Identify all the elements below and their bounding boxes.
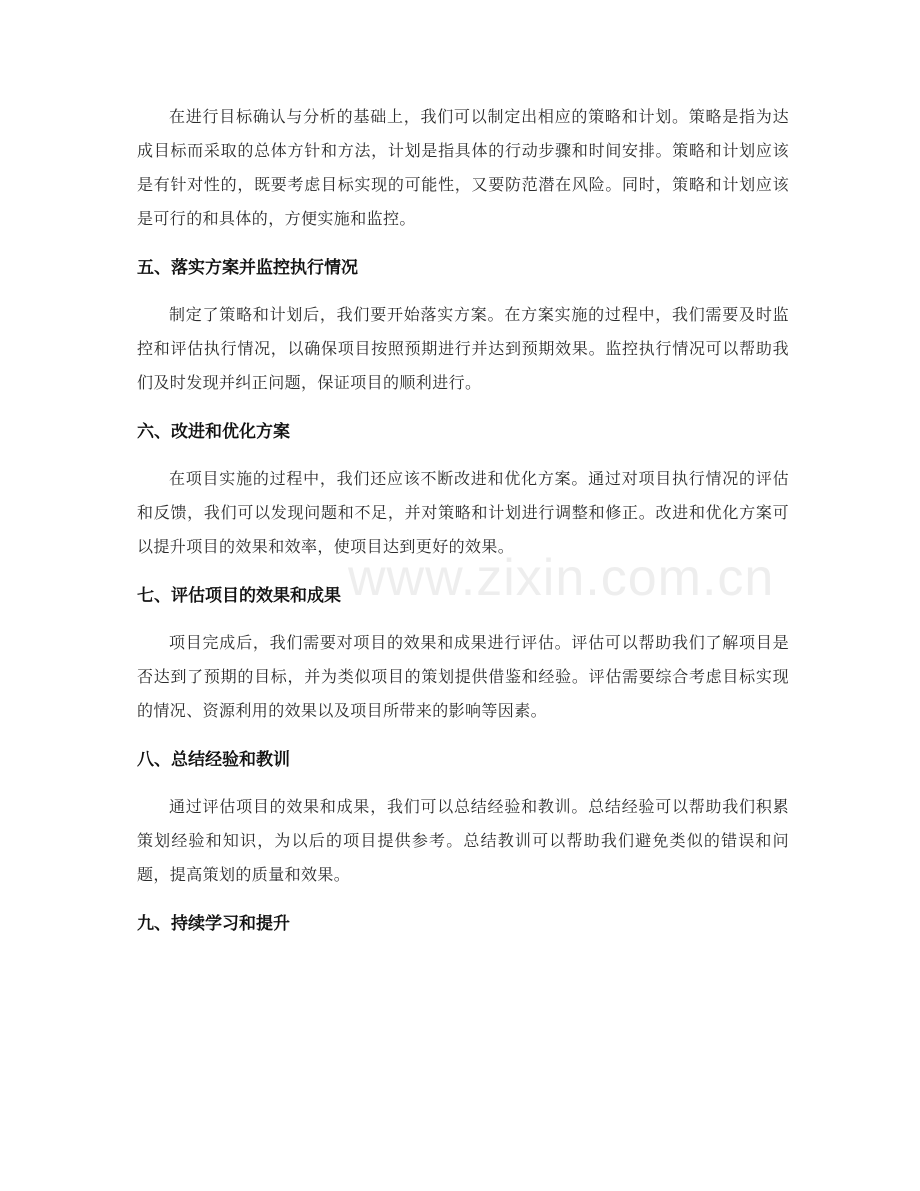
section-heading: 九、持续学习和提升 (137, 914, 290, 934)
section-5 (137, 254, 789, 400)
document-content (137, 100, 789, 938)
section-8 (137, 746, 789, 892)
section-paragraph: 项目完成后，我们需要对项目的效果和成果进行评估。评估可以帮助我们了解项目是否达到了预期的目标，并为类似项目的策划提供借鉴和经验。评估需要综合考虑目标实现的情况、资源利用的效果以及项目所带来的影响等因素。 (137, 633, 789, 720)
section-6 (137, 418, 789, 564)
watermark: www.zixin.com.cn (348, 549, 775, 607)
section-heading: 八、总结经验和教训 (137, 750, 290, 770)
section-paragraph: 通过评估项目的效果和成果，我们可以总结经验和教训。总结经验可以帮助我们积累策划经验和知识，为以后的项目提供参考。总结教训可以帮助我们避免类似的错误和问题，提高策划的质量和效果。 (137, 797, 789, 884)
intro-paragraph: 在进行目标确认与分析的基础上，我们可以制定出相应的策略和计划。策略是指为达成目标而采取的总体方针和方法，计划是指具体的行动步骤和时间安排。策略和计划应该是有针对性的，既要考虑目标实现的可能性，又要防范潜在风险。同时，策略和计划应该是可行的和具体的，方便实施和监控。 (137, 107, 789, 228)
section-heading: 六、改进和优化方案 (137, 422, 290, 442)
section-heading: 七、评估项目的效果和成果 (137, 586, 341, 606)
section-paragraph: 在项目实施的过程中，我们还应该不断改进和优化方案。通过对项目执行情况的评估和反馈，我们可以发现问题和不足，并对策略和计划进行调整和修正。改进和优化方案可以提升项目的效果和效率，使项目达到更好的效果。 (137, 469, 789, 556)
section-9 (137, 910, 789, 938)
section-heading: 五、落实方案并监控执行情况 (137, 258, 358, 278)
section-paragraph: 制定了策略和计划后，我们要开始落实方案。在方案实施的过程中，我们需要及时监控和评估执行情况，以确保项目按照预期进行并达到预期效果。监控执行情况可以帮助我们及时发现并纠正问题，保证项目的顺利进行。 (137, 305, 789, 392)
section-7 (137, 582, 789, 728)
